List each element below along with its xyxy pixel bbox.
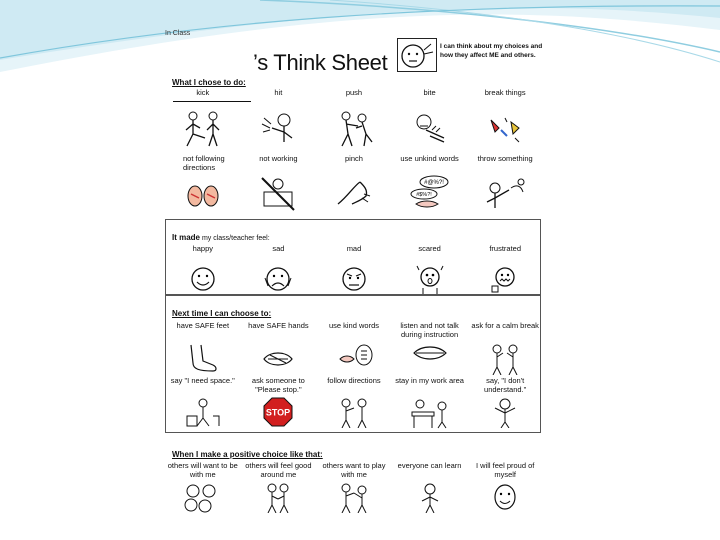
mad-face-icon — [339, 264, 369, 294]
choice-pinch — [316, 154, 392, 212]
feeling-label: scared — [418, 244, 441, 253]
option-label: use kind words — [328, 321, 379, 330]
option-listen — [392, 321, 468, 375]
option-label: have SAFE hands — [248, 321, 309, 330]
option-label: listen and not talk during instruction — [400, 321, 459, 339]
option-need-space — [165, 376, 241, 430]
choice-label: not working — [259, 154, 298, 163]
closed-lips-icon — [410, 341, 450, 365]
unkind-words-icon — [408, 174, 452, 212]
option-label: follow directions — [327, 376, 381, 385]
feelings-heading: It made my class/teacher feel: — [172, 233, 270, 242]
kick-icon — [183, 108, 223, 150]
positive-feel-good — [241, 461, 317, 513]
option-calm-break — [467, 321, 543, 375]
frustrated-face-icon — [490, 264, 520, 294]
choice-label: hit — [274, 88, 283, 97]
choice-kick — [165, 88, 241, 150]
next-time-row-1 — [165, 321, 543, 375]
option-label: ask someone to "Please stop." — [251, 376, 305, 394]
positive-heading: When I make a positive choice like that: — [172, 450, 323, 459]
positive-play-with-me — [316, 461, 392, 513]
positive-everyone-learn — [392, 461, 468, 513]
option-label: stay in my work area — [395, 376, 464, 385]
learning-kid-icon — [410, 481, 450, 513]
choice-break-things — [467, 88, 543, 150]
positive-label: others will feel good around me — [245, 461, 312, 479]
stop-sign-icon — [262, 396, 294, 428]
happy-face-icon — [188, 264, 218, 294]
feeling-scared — [392, 244, 468, 294]
feeling-happy — [165, 244, 241, 294]
positive-label: everyone can learn — [397, 461, 462, 470]
next-time-row-2 — [165, 376, 543, 430]
option-please-stop — [241, 376, 317, 430]
feeling-label: mad — [346, 244, 362, 253]
feeling-frustrated — [467, 244, 543, 294]
friends-icon — [258, 481, 298, 513]
choice-label: bite — [423, 88, 436, 97]
option-label: say "I need space." — [170, 376, 235, 385]
throw-icon — [483, 174, 527, 212]
choice-bite — [392, 88, 468, 150]
push-icon — [334, 108, 374, 150]
choices-row-2 — [165, 154, 543, 212]
positive-label: I will feel proud of myself — [475, 461, 535, 479]
option-kind-words — [316, 321, 392, 375]
choice-throw-something — [467, 154, 543, 212]
feeling-mad — [316, 244, 392, 294]
option-safe-feet — [165, 321, 241, 375]
bite-icon — [410, 108, 450, 150]
sad-face-icon — [263, 264, 293, 294]
confused-person-icon — [485, 396, 525, 428]
page-title: ’s Think Sheet — [253, 50, 388, 75]
positive-be-with-me — [165, 461, 241, 513]
playing-kids-icon — [334, 481, 374, 513]
positive-row — [165, 461, 543, 513]
group-faces-icon — [183, 481, 223, 513]
option-follow-directions — [316, 376, 392, 430]
feet-icon — [183, 341, 223, 375]
option-label: say, "I don't understand." — [484, 376, 527, 394]
option-safe-hands — [241, 321, 317, 375]
choice-label: push — [345, 88, 363, 97]
positive-feel-proud — [467, 461, 543, 513]
positive-label: others want to play with me — [322, 461, 386, 479]
break-things-icon — [485, 108, 525, 150]
not-working-icon — [258, 174, 298, 212]
thinking-face-icon — [397, 38, 437, 72]
stop-sign-text: STOP — [266, 407, 291, 418]
choice-use-unkind-words — [392, 154, 468, 212]
option-dont-understand — [467, 376, 543, 430]
hit-icon — [258, 108, 298, 150]
ears-icon — [183, 174, 223, 212]
choice-not-following-directions — [165, 154, 241, 212]
bubble-text: #$%?! — [415, 192, 432, 198]
next-time-heading: Next time I can choose to: — [172, 309, 272, 318]
think-sheet — [165, 30, 543, 540]
pinch-icon — [334, 174, 374, 212]
option-stay-work-area — [392, 376, 468, 430]
tagline: I can think about my choices and how they affect ME and others. — [440, 43, 543, 59]
choice-label: not following directions — [183, 154, 225, 172]
choice-label: throw something — [477, 154, 533, 163]
feeling-label: sad — [272, 244, 285, 253]
bubble-text: #@%?! — [423, 180, 444, 186]
proud-face-icon — [485, 481, 525, 513]
choice-hit — [241, 88, 317, 150]
kind-words-icon — [334, 341, 374, 375]
desk-icon — [408, 396, 452, 430]
choice-label: kick — [196, 88, 210, 97]
folded-hands-icon — [258, 341, 298, 375]
choice-not-working — [241, 154, 317, 212]
feelings-row — [165, 244, 543, 294]
feeling-sad — [241, 244, 317, 294]
choice-push — [316, 88, 392, 150]
choices-row-1 — [165, 88, 543, 150]
choices-heading: What I chose to do: — [172, 78, 246, 87]
choice-label: break things — [484, 88, 526, 97]
choice-label: pinch — [345, 154, 363, 163]
need-space-icon — [183, 396, 223, 428]
calm-break-icon — [485, 341, 525, 375]
follow-directions-icon — [334, 396, 374, 428]
option-label: ask for a calm break — [471, 321, 539, 330]
scared-face-icon — [415, 264, 445, 294]
corner-label: In Class — [165, 30, 191, 37]
positive-label: others will want to be with me — [167, 461, 238, 479]
choice-label: use unkind words — [400, 154, 459, 163]
feeling-label: frustrated — [489, 244, 522, 253]
option-label: have SAFE feet — [176, 321, 230, 330]
feeling-label: happy — [192, 244, 214, 253]
